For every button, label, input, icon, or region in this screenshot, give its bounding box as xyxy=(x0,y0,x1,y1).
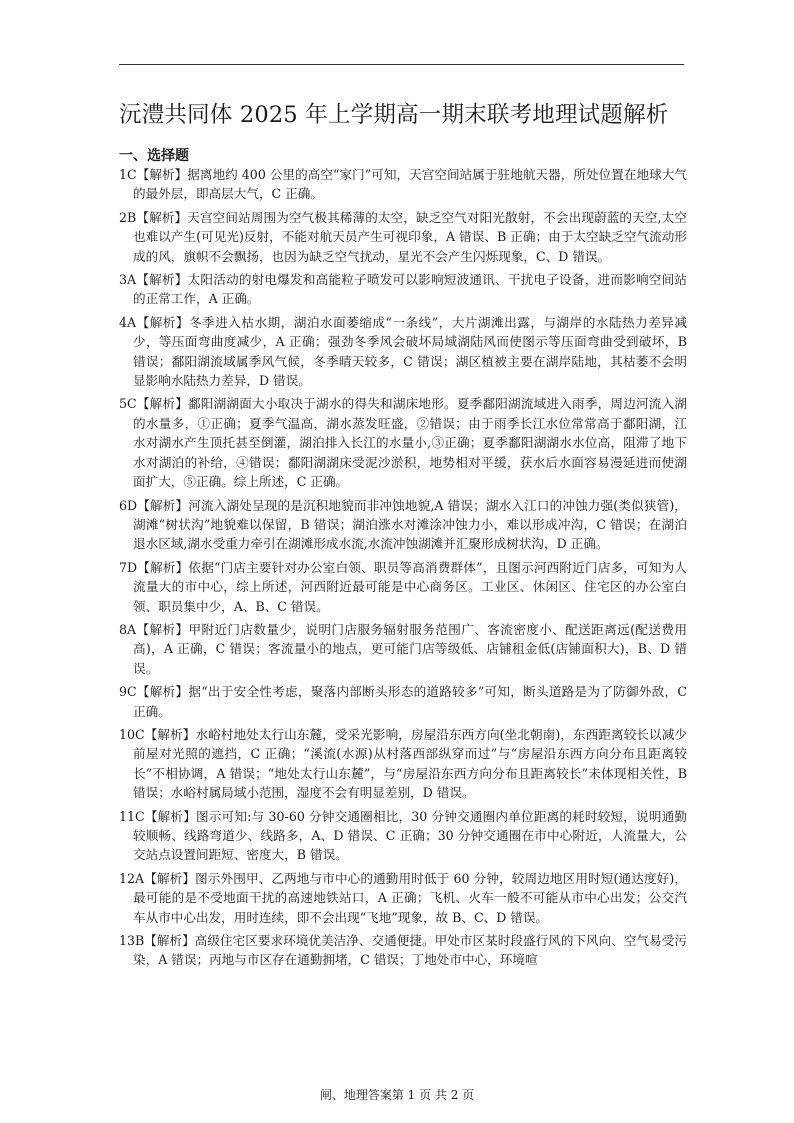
answer-item xyxy=(119,394,687,491)
document-title: 沅澧共同体 2025 年上学期高一期末联考地理试题解析 xyxy=(119,102,669,128)
answer-item xyxy=(119,558,687,616)
answer-number: 5C xyxy=(119,396,137,412)
answer-text: 【解析】鄱阳湖湖面大小取决于湖水的得失和湖床地形。夏季鄱阳湖流域进入雨季，周边河流入湖的水量多，①正确；夏季气温高，湖水蒸发旺盛，②错误；由于雨季长江水位常常高于鄱阳湖，江水对湖水产生顶托甚至倒灌，湖泊排入长江的水量小,③正确；夏季鄱阳湖湖水水位高，阻滞了地下水对湖泊的补给，④错误；鄱阳湖湖床受泥沙淤积，地势相对平缓，获水后水面容易漫延进而使湖面扩大，⑤正确。综上所述，C 正确。 xyxy=(133,396,687,490)
answer-list xyxy=(119,165,687,974)
page-footer: 闸、地理答案第 1 页 共 2 页 xyxy=(319,1088,475,1102)
answer-item xyxy=(119,313,687,391)
answer-item xyxy=(119,165,687,204)
answer-number: 10C xyxy=(119,726,145,742)
answer-text: 【解析】天宫空间站周围为空气极其稀薄的太空，缺乏空气对阳光散射，不会出现蔚蓝的天空,太空也难以产生(可见光)反射，不能对航天员产生可视印象，A 错误、B 正确；由于太空缺乏空气流动形成的风，旗帜不会飘扬，也因为缺乏空气扰动，星光不会产生闪烁现象，C、D 错误。 xyxy=(133,209,687,264)
answer-item xyxy=(119,496,687,554)
answer-item xyxy=(119,620,687,678)
answer-number: 11C xyxy=(119,808,145,824)
answer-text: 【解析】水峪村地处太行山东麓，受采光影响，房屋沿东西方向(坐北朝南)，东西距离较长以减少前屋对光照的遮挡，C 正确；“溪流(水源)从村落西部纵穿而过”与“房屋沿东西方向分布且距离较长”不相协调，A 错误；“地处太行山东麓”，与“房屋沿东西方向分布且距离较长”未体现相关性，B 错误；水峪村属局域小范围，湿度不会有明显差别，D 错误。 xyxy=(133,726,687,801)
answer-number: 4A xyxy=(119,314,137,330)
answer-text: 【解析】图示可知:与 30-60 分钟交通圈相比，30 分钟交通圈内单位距离的耗时较短，说明通勤较顺畅、线路弯道少、线路多，A、D 错误、C 正确；30 分钟交通圈在市中心附近，人流量大，公交站点设置间距短、密度大，B 错误。 xyxy=(133,808,687,863)
answer-text: 【解析】依据“门店主要针对办公室白领、职员等高消费群体”，且图示河西附近门店多，可知为人流量大的市中心，综上所述，河西附近最可能是中心商务区。工业区、休闲区、住宅区的办公室白领、职员集中少，A、B、C 错误。 xyxy=(133,559,687,614)
answer-item xyxy=(119,931,687,970)
answer-number: 8A xyxy=(119,621,137,637)
answer-number: 1C xyxy=(119,167,137,182)
answer-text: 【解析】据“出于安全性考虑，聚落内部断头形态的道路较多”可知，断头道路是为了防御外敌，C 正确。 xyxy=(133,684,687,719)
answer-item xyxy=(119,869,687,927)
answer-text: 【解析】河流入湖处呈现的是沉积地貌而非冲蚀地貌,A 错误；湖水入江口的冲蚀力强(类似狭管)，湖滩“树状沟”地貌难以保留，B 错误；湖泊涨水对滩涂冲蚀力小，难以形成冲沟，C 错误；在湖泊退水区域,湖水受重力牵引在湖滩形成水流,水流冲蚀湖滩并汇聚形成树状沟，D 正确。 xyxy=(133,497,687,552)
answer-item xyxy=(119,208,687,266)
answer-item xyxy=(119,807,687,865)
answer-number: 12A xyxy=(119,870,145,886)
answer-number: 2B xyxy=(119,209,137,225)
answer-item xyxy=(119,270,687,309)
answer-number: 9C xyxy=(119,684,137,700)
answer-text: 【解析】甲附近门店数量少，说明门店服务辐射服务范围广、客流密度小、配送距离远(配送费用高)，A 正确，C 错误；客流量小的地点，更可能门店等级低、店铺租金低(店铺面积大)，B、D 错误。 xyxy=(133,621,687,676)
answer-item xyxy=(119,725,687,803)
section-heading: 一、选择题 xyxy=(119,148,189,164)
answer-text: 【解析】图示外围甲、乙两地与市中心的通勤用时低于 60 分钟，较周边地区用时短(通达度好)，最可能的是不受地面干扰的高速地铁站口，A 正确；飞机、火车一般不可能从市中心出发；公交汽车从市中心出发，用时连续，即不会出现“飞地”现象，故 B、C、D 错误。 xyxy=(133,870,687,925)
top-rule xyxy=(119,64,684,65)
answer-item xyxy=(119,682,687,721)
answer-number: 7D xyxy=(119,559,138,575)
answer-text: 【解析】高级住宅区要求环境优美洁净、交通便捷。甲处市区某时段盛行风的下风向、空气易受污染，A 错误；丙地与市区存在通勤拥堵，C 错误；丁地处市中心，环境喧 xyxy=(133,933,687,968)
answer-number: 6D xyxy=(119,497,138,513)
answer-number: 13B xyxy=(119,933,145,949)
answer-text: 【解析】冬季进入枯水期，湖泊水面萎缩成“一条线”，大片湖滩出露，与湖岸的水陆热力差异减少，等压面弯曲度减少，A 正确；强劲冬季风会破坏局域湖陆风而使图示等压面弯曲受到破坏，B 错误；鄱阳湖流域属季风气候，冬季晴天较多，C 错误；湖区植被主要在湖岸陆地，其枯萎不会明显影响水陆热力差异，D 错误。 xyxy=(133,314,687,389)
answer-text: 【解析】据离地约 400 公里的高空“家门”可知，天宫空间站属于驻地航天器，所处位置在地球大气的最外层，即高层大气，C 正确。 xyxy=(133,167,687,202)
answer-text: 【解析】太阳活动的射电爆发和高能粒子喷发可以影响短波通讯、干扰电子设备，进而影响空间站的正常工作，A 正确。 xyxy=(133,272,687,307)
answer-number: 3A xyxy=(119,272,137,288)
